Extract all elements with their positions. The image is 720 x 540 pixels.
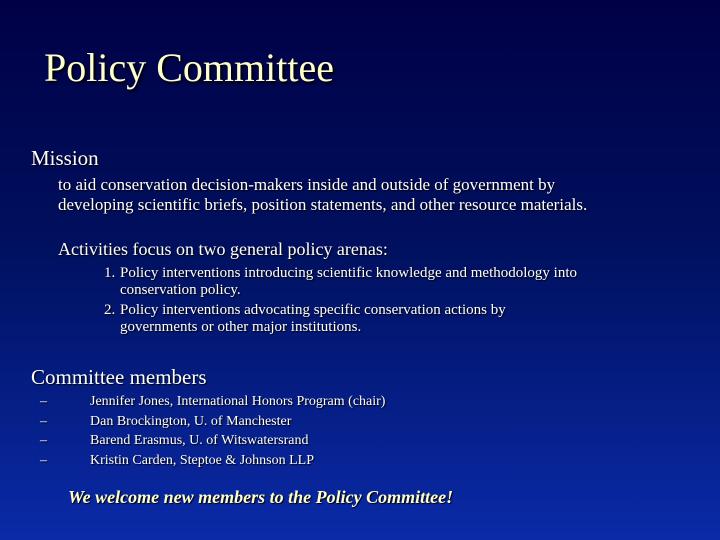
arena-line-1: Policy interventions introducing scientific knowledge and methodology into: [120, 265, 578, 281]
arena-line-2: governments or other major institutions.: [120, 319, 362, 335]
policy-arenas-list: [104, 265, 577, 339]
welcome-message: We welcome new members to the Policy Committee!: [68, 487, 454, 507]
arena-line-2: conservation policy.: [120, 282, 241, 298]
arena-number: 1.: [104, 265, 116, 281]
dash-bullet: –: [40, 413, 47, 429]
mission-line-1: to aid conservation decision-makers inside and outside of government by: [58, 175, 556, 194]
mission-statement: [58, 175, 587, 215]
member-name: Dan Brockington, U. of Manchester: [90, 413, 292, 429]
arena-number: 2.: [104, 302, 116, 318]
list-item: [104, 302, 577, 336]
dash-bullet: –: [40, 433, 47, 448]
activities-intro: Activities focus on two general policy arenas:: [58, 239, 388, 259]
member-name: Jennifer Jones, International Honors Program (chair): [90, 394, 386, 409]
mission-heading: Mission: [31, 146, 99, 170]
list-item: [104, 265, 577, 299]
member-name: Kristin Carden, Steptoe & Johnson LLP: [90, 452, 314, 468]
list-item: [40, 431, 385, 451]
list-item: [40, 451, 385, 471]
list-item: [40, 412, 385, 432]
dash-bullet: –: [40, 452, 47, 468]
slide-title: Policy Committee: [44, 45, 334, 90]
mission-line-2: developing scientific briefs, position statements, and other resource materials.: [58, 195, 588, 214]
arena-line-1: Policy interventions advocating specific conservation actions by: [120, 302, 506, 318]
members-list: [40, 392, 385, 470]
committee-heading: Committee members: [31, 365, 207, 389]
dash-bullet: –: [40, 394, 47, 409]
list-item: [40, 392, 385, 412]
member-name: Barend Erasmus, U. of Witswatersrand: [90, 433, 309, 448]
